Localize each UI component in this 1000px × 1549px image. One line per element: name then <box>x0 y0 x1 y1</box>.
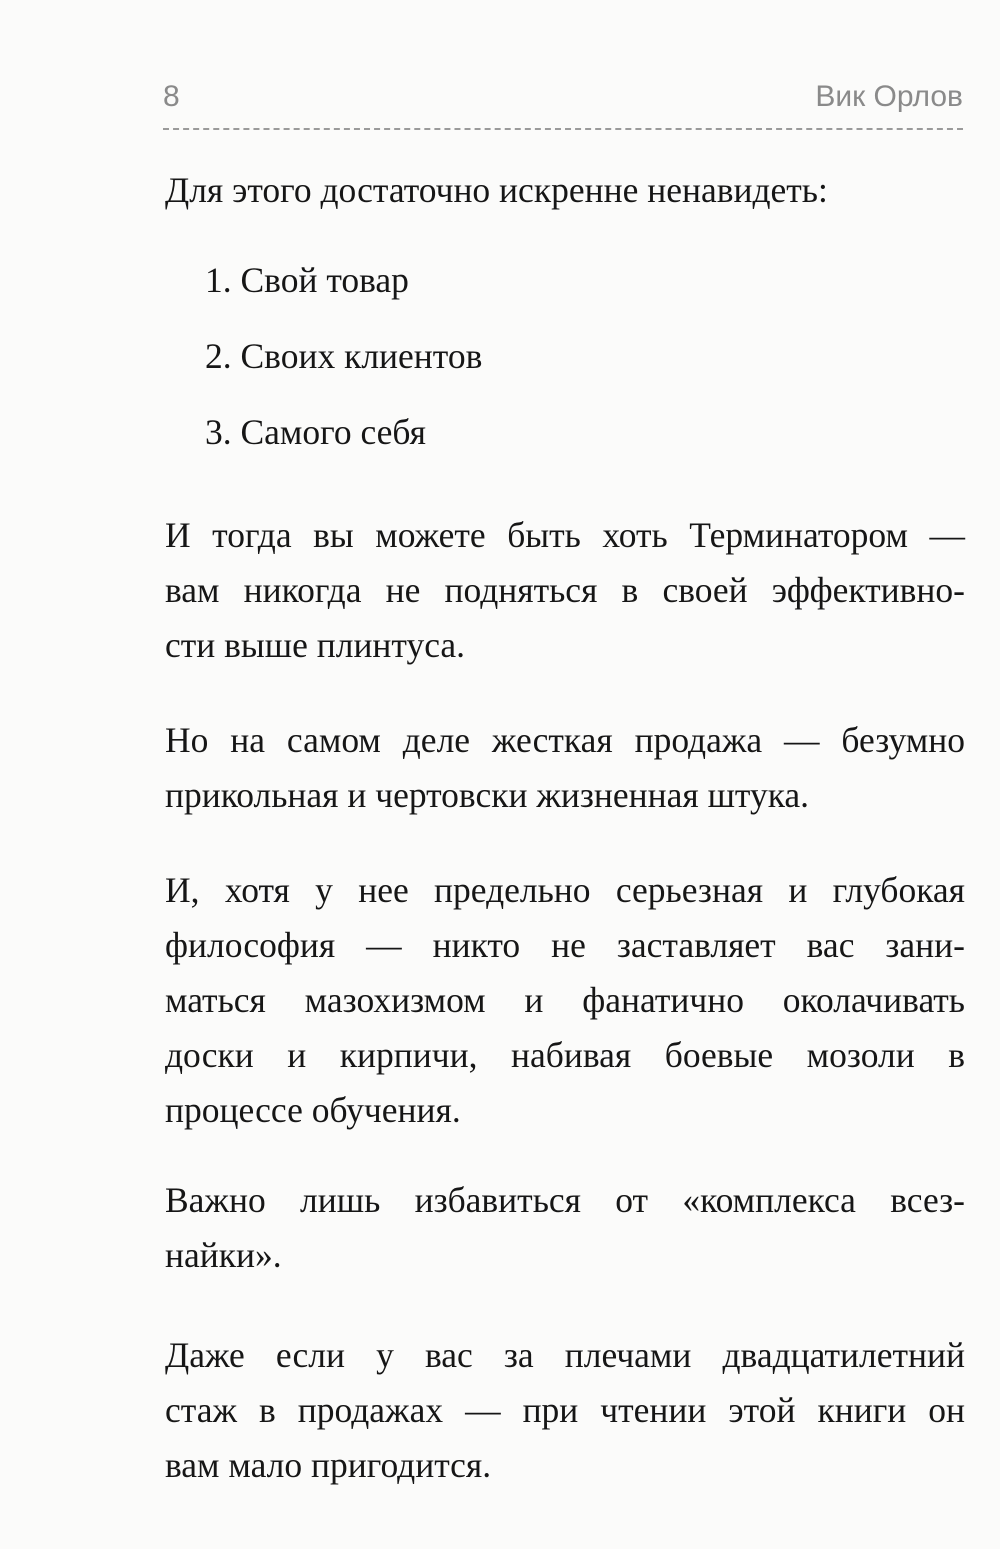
paragraph-line: философия — никто не заставляет вас зани- <box>165 925 965 965</box>
paragraph-line: Но на самом деле жесткая продажа — безумно <box>165 720 965 760</box>
page-number: 8 <box>163 80 180 113</box>
paragraph-line: найки». <box>165 1235 282 1275</box>
paragraph-line: маться мазохизмом и фанатично околачивать <box>165 980 965 1020</box>
paragraph-line: стаж в продажах — при чтении этой книги он <box>165 1390 965 1430</box>
running-header-author: Вик Орлов <box>815 80 963 113</box>
list-item: 1. Свой товар <box>205 260 409 300</box>
paragraph-line: процессе обучения. <box>165 1090 461 1130</box>
paragraph-line: вам никогда не подняться в своей эффективно- <box>165 570 965 610</box>
paragraph-line: Даже если у вас за плечами двадцатилетний <box>165 1335 965 1375</box>
paragraph-line: Важно лишь избавиться от «комплекса всез- <box>165 1180 965 1220</box>
paragraph-line: прикольная и чертовски жизненная штука. <box>165 775 810 815</box>
paragraph-line: доски и кирпичи, набивая боевые мозоли в <box>165 1035 965 1075</box>
paragraph-line: И, хотя у нее предельно серьезная и глубокая <box>165 870 965 910</box>
list-item: 2. Своих клиентов <box>205 336 483 376</box>
header-rule <box>163 128 963 130</box>
list-item: 3. Самого себя <box>205 412 426 452</box>
paragraph-line: И тогда вы можете быть хоть Терминатором — <box>165 515 965 555</box>
paragraph-line: вам мало пригодится. <box>165 1445 492 1485</box>
paragraph-line: сти выше плинтуса. <box>165 625 466 665</box>
intro-line: Для этого достаточно искренне ненавидеть: <box>165 170 828 210</box>
